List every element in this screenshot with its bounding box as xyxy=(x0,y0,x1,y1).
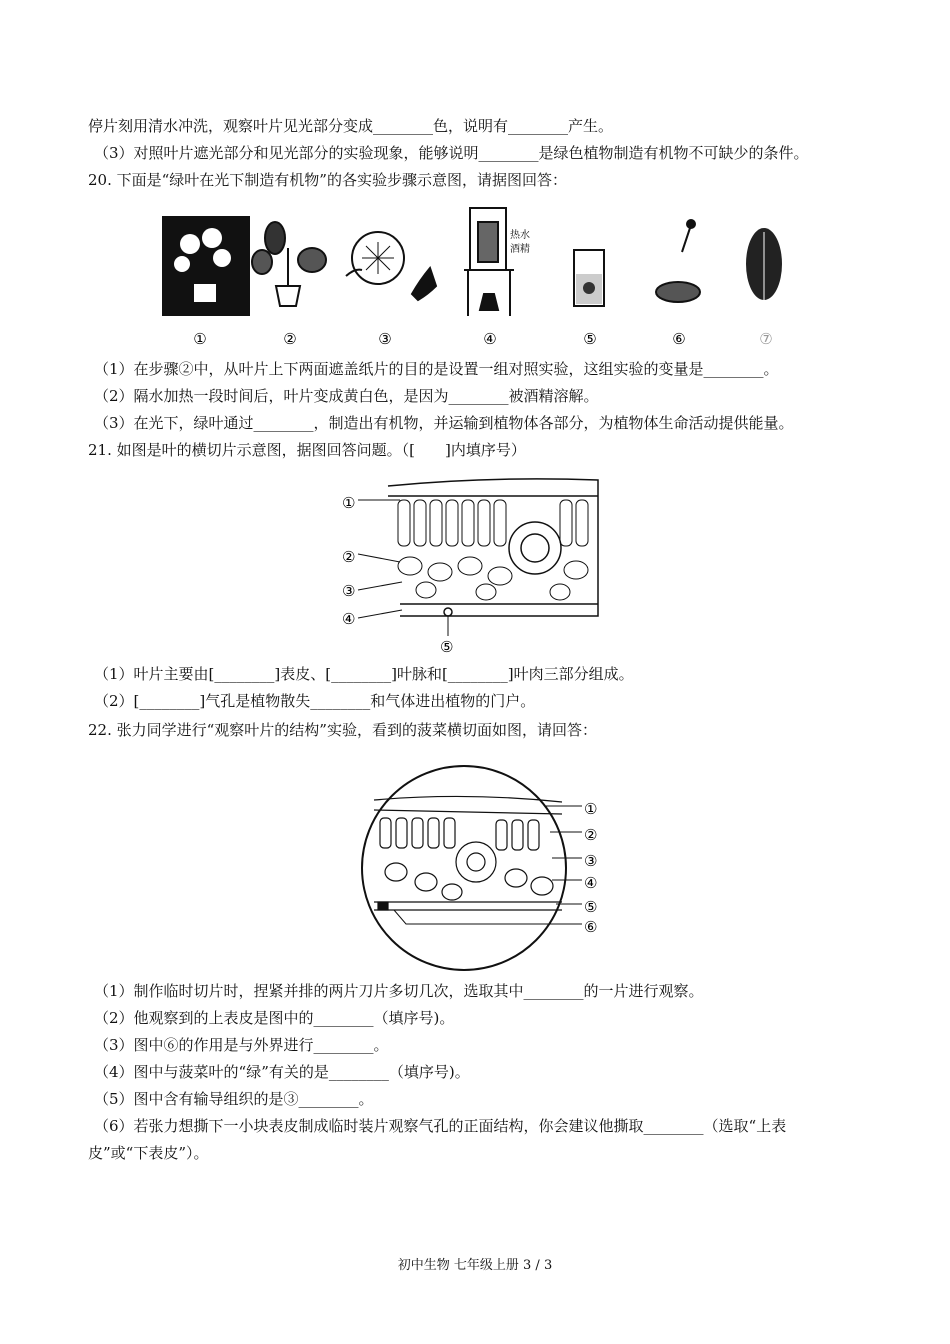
label-1: ① xyxy=(342,494,356,512)
step-1-dark-box xyxy=(162,216,250,316)
label-alcohol: 酒精 xyxy=(510,244,530,255)
step-5-rinse-beaker xyxy=(574,250,604,306)
question-21-1: （1）叶片主要由[________]表皮、[________]叶脉和[________]叶肉三部分组成。 xyxy=(94,665,634,683)
experiment-steps-figure xyxy=(150,198,800,350)
step-label: ⑦ xyxy=(759,330,773,348)
label-5: ⑤ xyxy=(584,898,598,916)
step-4-water-bath xyxy=(464,208,530,316)
step-label: ⑤ xyxy=(583,330,597,348)
question-22-6: （6）若张力想撕下一小块表皮制成临时装片观察气孔的正面结构，你会建议他撕取________（选取“上表 xyxy=(94,1117,787,1135)
label-3: ③ xyxy=(342,582,356,600)
question-22-1: （1）制作临时切片时，捏紧并排的两片刀片多切几次，选取其中________的一片进行观察。 xyxy=(94,982,704,1000)
question-21-2: （2）[________]气孔是植物散失________和气体进出植物的门户。 xyxy=(94,692,536,710)
step-3-picking-leaf xyxy=(346,232,436,300)
leaf-cross-section-figure xyxy=(340,466,608,656)
question-22-2: （2）他观察到的上表皮是图中的________（填序号)。 xyxy=(94,1009,455,1027)
question-21-stem: 21. 如图是叶的横切片示意图，据图回答问题。（[ ]内填序号） xyxy=(88,441,526,459)
label-6: ⑥ xyxy=(584,918,598,936)
question-22-3: （3）图中⑥的作用是与外界进行________。 xyxy=(94,1036,389,1054)
question-20-stem: 20. 下面是“绿叶在光下制造有机物”的各实验步骤示意图，请据图回答： xyxy=(88,171,567,189)
label-2: ② xyxy=(342,548,356,566)
page-footer: 初中生物 七年级上册 3 / 3 xyxy=(397,1258,553,1273)
question-22-5: （5）图中含有输导组织的是③________。 xyxy=(94,1090,374,1108)
label-1: ① xyxy=(584,800,598,818)
spinach-tissue-drawing xyxy=(374,796,562,910)
step-6-iodine-dropping xyxy=(656,220,700,302)
question-22-4: （4）图中与菠菜叶的“绿”有关的是________（填序号)。 xyxy=(94,1063,470,1081)
question-20-3: （3）在光下，绿叶通过________，制造出有机物，并运输到植物体各部分，为植物体生命活动提供能量。 xyxy=(94,414,794,432)
question-22-6-cont: 皮”或“下表皮”）。 xyxy=(88,1144,209,1162)
step-label: ④ xyxy=(483,330,497,348)
step-label: ① xyxy=(193,330,207,348)
label-2: ② xyxy=(584,826,598,844)
step-label: ② xyxy=(283,330,297,348)
step-2-covered-leaf-plant xyxy=(252,222,326,306)
label-4: ④ xyxy=(584,874,598,892)
spinach-section-figure xyxy=(356,762,610,974)
label-hot-water: 热水 xyxy=(510,230,530,241)
step-7-stained-leaf xyxy=(746,228,782,302)
step-label: ③ xyxy=(378,330,392,348)
question-19-3: （3）对照叶片遮光部分和见光部分的实验现象，能够说明________是绿色植物制造有机物不可缺少的条件。 xyxy=(94,144,809,162)
text-line-01: 停片刻用清水冲洗，观察叶片见光部分变成________色，说明有________产生。 xyxy=(88,117,614,135)
question-20-2: （2）隔水加热一段时间后，叶片变成黄白色，是因为________被酒精溶解。 xyxy=(94,387,599,405)
question-20-1: （1）在步骤②中，从叶片上下两面遮盖纸片的目的是设置一组对照实验，这组实验的变量是________。 xyxy=(94,360,779,378)
step-label: ⑥ xyxy=(672,330,686,348)
question-22-stem: 22. 张力同学进行“观察叶片的结构”实验，看到的菠菜横切面如图，请回答： xyxy=(88,721,597,739)
label-3: ③ xyxy=(584,852,598,870)
label-4: ④ xyxy=(342,610,356,628)
leaf-tissue-drawing xyxy=(388,479,598,616)
label-5: ⑤ xyxy=(440,638,454,656)
